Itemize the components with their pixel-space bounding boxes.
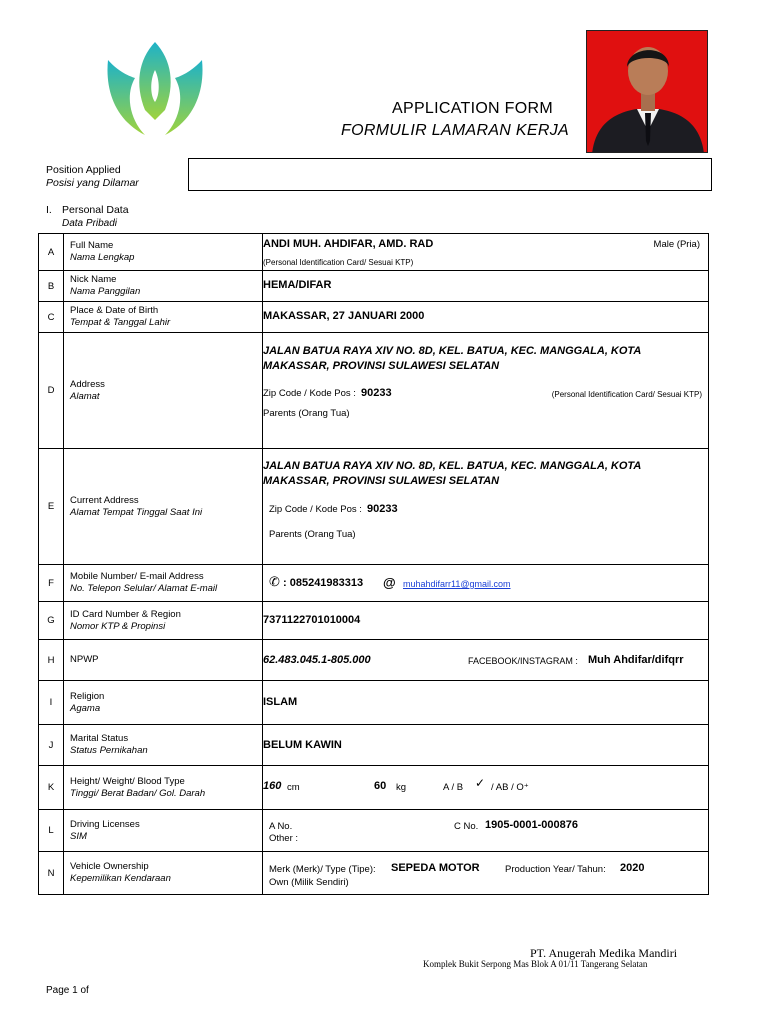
- id-card-value: 7371122701010004: [263, 614, 361, 626]
- social-value: Muh Ahdifar/difqrr: [588, 654, 684, 666]
- religion-value: ISLAM: [263, 696, 298, 708]
- contact-field[interactable]: [263, 565, 709, 602]
- row-letter: E: [39, 449, 64, 565]
- license-other: Other :: [269, 833, 299, 844]
- row-label: NPWP: [64, 640, 263, 681]
- full-name-value: ANDI MUH. AHDIFAR, AMD. RAD: [263, 238, 434, 250]
- license-c-value: 1905-0001-000876: [485, 819, 578, 831]
- own-label: Own (Milik Sendiri): [269, 877, 349, 888]
- marital-field[interactable]: [263, 725, 709, 766]
- row-letter: F: [39, 565, 64, 602]
- current-address-line2: MAKASSAR, PROVINSI SULAWESI SELATAN: [263, 475, 500, 487]
- row-label: Current Address Alamat Tempat Tinggal Saat Ini: [64, 449, 263, 565]
- company-logo: [100, 40, 210, 140]
- nick-name-field[interactable]: [263, 271, 709, 302]
- row-label: Mobile Number/ E-mail Address No. Telepon Selular/ Alamat E-mail: [64, 565, 263, 602]
- vehicle-field[interactable]: [263, 852, 709, 895]
- merk-label: Merk (Merk)/ Type (Tipe):: [269, 864, 376, 875]
- row-label: Address Alamat: [64, 333, 263, 449]
- year-label: Production Year/ Tahun:: [505, 864, 606, 875]
- npwp-value: 62.483.045.1-805.000: [263, 654, 371, 666]
- blood-options-rest: / AB / O⁺: [491, 782, 529, 793]
- zip-label: Zip Code / Kode Pos :: [263, 388, 356, 399]
- row-religion: [39, 681, 709, 725]
- personal-data-table: [38, 233, 709, 895]
- zip-value: 90233: [367, 503, 398, 515]
- weight-value: 60: [374, 780, 387, 792]
- row-letter: J: [39, 725, 64, 766]
- row-letter: C: [39, 302, 64, 333]
- position-label: Position Applied Posisi yang Dilamar: [46, 164, 139, 189]
- page-number: Page 1 of: [46, 985, 89, 996]
- address-field[interactable]: [263, 333, 709, 449]
- row-label: Marital Status Status Pernikahan: [64, 725, 263, 766]
- license-a-label: A No.: [269, 821, 293, 832]
- section-title: Personal Data Data Pribadi: [62, 204, 129, 229]
- row-body: [39, 766, 709, 810]
- phone-value: : 085241983313: [283, 577, 364, 589]
- ktp-note: (Personal Identification Card/ Sesuai KTP): [551, 390, 702, 399]
- row-letter: K: [39, 766, 64, 810]
- blood-options-a-b: A / B: [443, 782, 464, 793]
- address-line1: JALAN BATUA RAYA XIV NO. 8D, KEL. BATUA, KEC. MANGGALA, KOTA: [263, 345, 642, 357]
- row-licenses: [39, 810, 709, 852]
- nick-name-value: HEMA/DIFAR: [263, 279, 332, 291]
- email-icon: @: [383, 575, 396, 590]
- npwp-field[interactable]: [263, 640, 709, 681]
- gender-value: Male (Pria): [653, 239, 700, 250]
- birth-value: MAKASSAR, 27 JANUARI 2000: [263, 310, 425, 322]
- check-icon: ✓: [475, 776, 486, 790]
- row-address: [39, 333, 709, 449]
- row-npwp: [39, 640, 709, 681]
- email-link[interactable]: muhahdifarr11@gmail.com: [403, 579, 511, 589]
- id-card-field[interactable]: [263, 602, 709, 640]
- ktp-note: (Personal Identification Card/ Sesuai KTP): [263, 258, 414, 267]
- row-label: ID Card Number & Region Nomor KTP & Propinsi: [64, 602, 263, 640]
- birth-field[interactable]: [263, 302, 709, 333]
- merk-value: SEPEDA MOTOR: [391, 862, 480, 874]
- row-letter: L: [39, 810, 64, 852]
- religion-field[interactable]: [263, 681, 709, 725]
- row-label: Vehicle Ownership Kepemilikan Kendaraan: [64, 852, 263, 895]
- marital-value: BELUM KAWIN: [263, 739, 342, 751]
- row-label: Religion Agama: [64, 681, 263, 725]
- phone-icon: ✆: [269, 574, 280, 589]
- height-value: 160: [263, 780, 282, 792]
- parents-label: Parents (Orang Tua): [269, 529, 356, 540]
- row-letter: B: [39, 271, 64, 302]
- zip-label: Zip Code / Kode Pos :: [269, 504, 362, 515]
- row-nick-name: [39, 271, 709, 302]
- height-unit: cm: [287, 782, 300, 793]
- row-label: Height/ Weight/ Blood Type Tinggi/ Berat Badan/ Gol. Darah: [64, 766, 263, 810]
- row-letter: A: [39, 234, 64, 271]
- license-c-label: C No.: [454, 821, 479, 832]
- address-line2: MAKASSAR, PROVINSI SULAWESI SELATAN: [263, 360, 500, 372]
- row-label: Full Name Nama Lengkap: [64, 234, 263, 271]
- company-name: PT. Anugerah Medika Mandiri: [530, 946, 678, 960]
- weight-unit: kg: [396, 782, 407, 793]
- company-address: Komplek Bukit Serpong Mas Blok A 01/11 Tangerang Selatan: [423, 959, 648, 969]
- row-letter: N: [39, 852, 64, 895]
- row-letter: D: [39, 333, 64, 449]
- row-label: Place & Date of Birth Tempat & Tanggal Lahir: [64, 302, 263, 333]
- row-full-name: [39, 234, 709, 271]
- row-letter: H: [39, 640, 64, 681]
- applicant-photo: [586, 30, 708, 153]
- row-label: Driving Licenses SIM: [64, 810, 263, 852]
- full-name-field[interactable]: [263, 234, 709, 271]
- year-value: 2020: [620, 862, 645, 874]
- social-label: FACEBOOK/INSTAGRAM :: [468, 656, 578, 666]
- current-address-field[interactable]: [263, 449, 709, 565]
- form-subtitle: FORMULIR LAMARAN KERJA: [341, 122, 569, 139]
- licenses-field[interactable]: [263, 810, 709, 852]
- row-letter: G: [39, 602, 64, 640]
- row-marital: [39, 725, 709, 766]
- section-number: I.: [46, 204, 52, 216]
- row-current-address: [39, 449, 709, 565]
- position-input[interactable]: [188, 158, 712, 191]
- form-title: APPLICATION FORM: [392, 100, 553, 117]
- body-field[interactable]: [263, 766, 709, 810]
- row-label: Nick Name Nama Panggilan: [64, 271, 263, 302]
- row-id-card: [39, 602, 709, 640]
- row-letter: I: [39, 681, 64, 725]
- zip-value: 90233: [361, 387, 392, 399]
- row-birth: [39, 302, 709, 333]
- row-contact: [39, 565, 709, 602]
- parents-label: Parents (Orang Tua): [263, 408, 350, 419]
- current-address-line1: JALAN BATUA RAYA XIV NO. 8D, KEL. BATUA, KEC. MANGGALA, KOTA: [263, 460, 642, 472]
- row-vehicle: [39, 852, 709, 895]
